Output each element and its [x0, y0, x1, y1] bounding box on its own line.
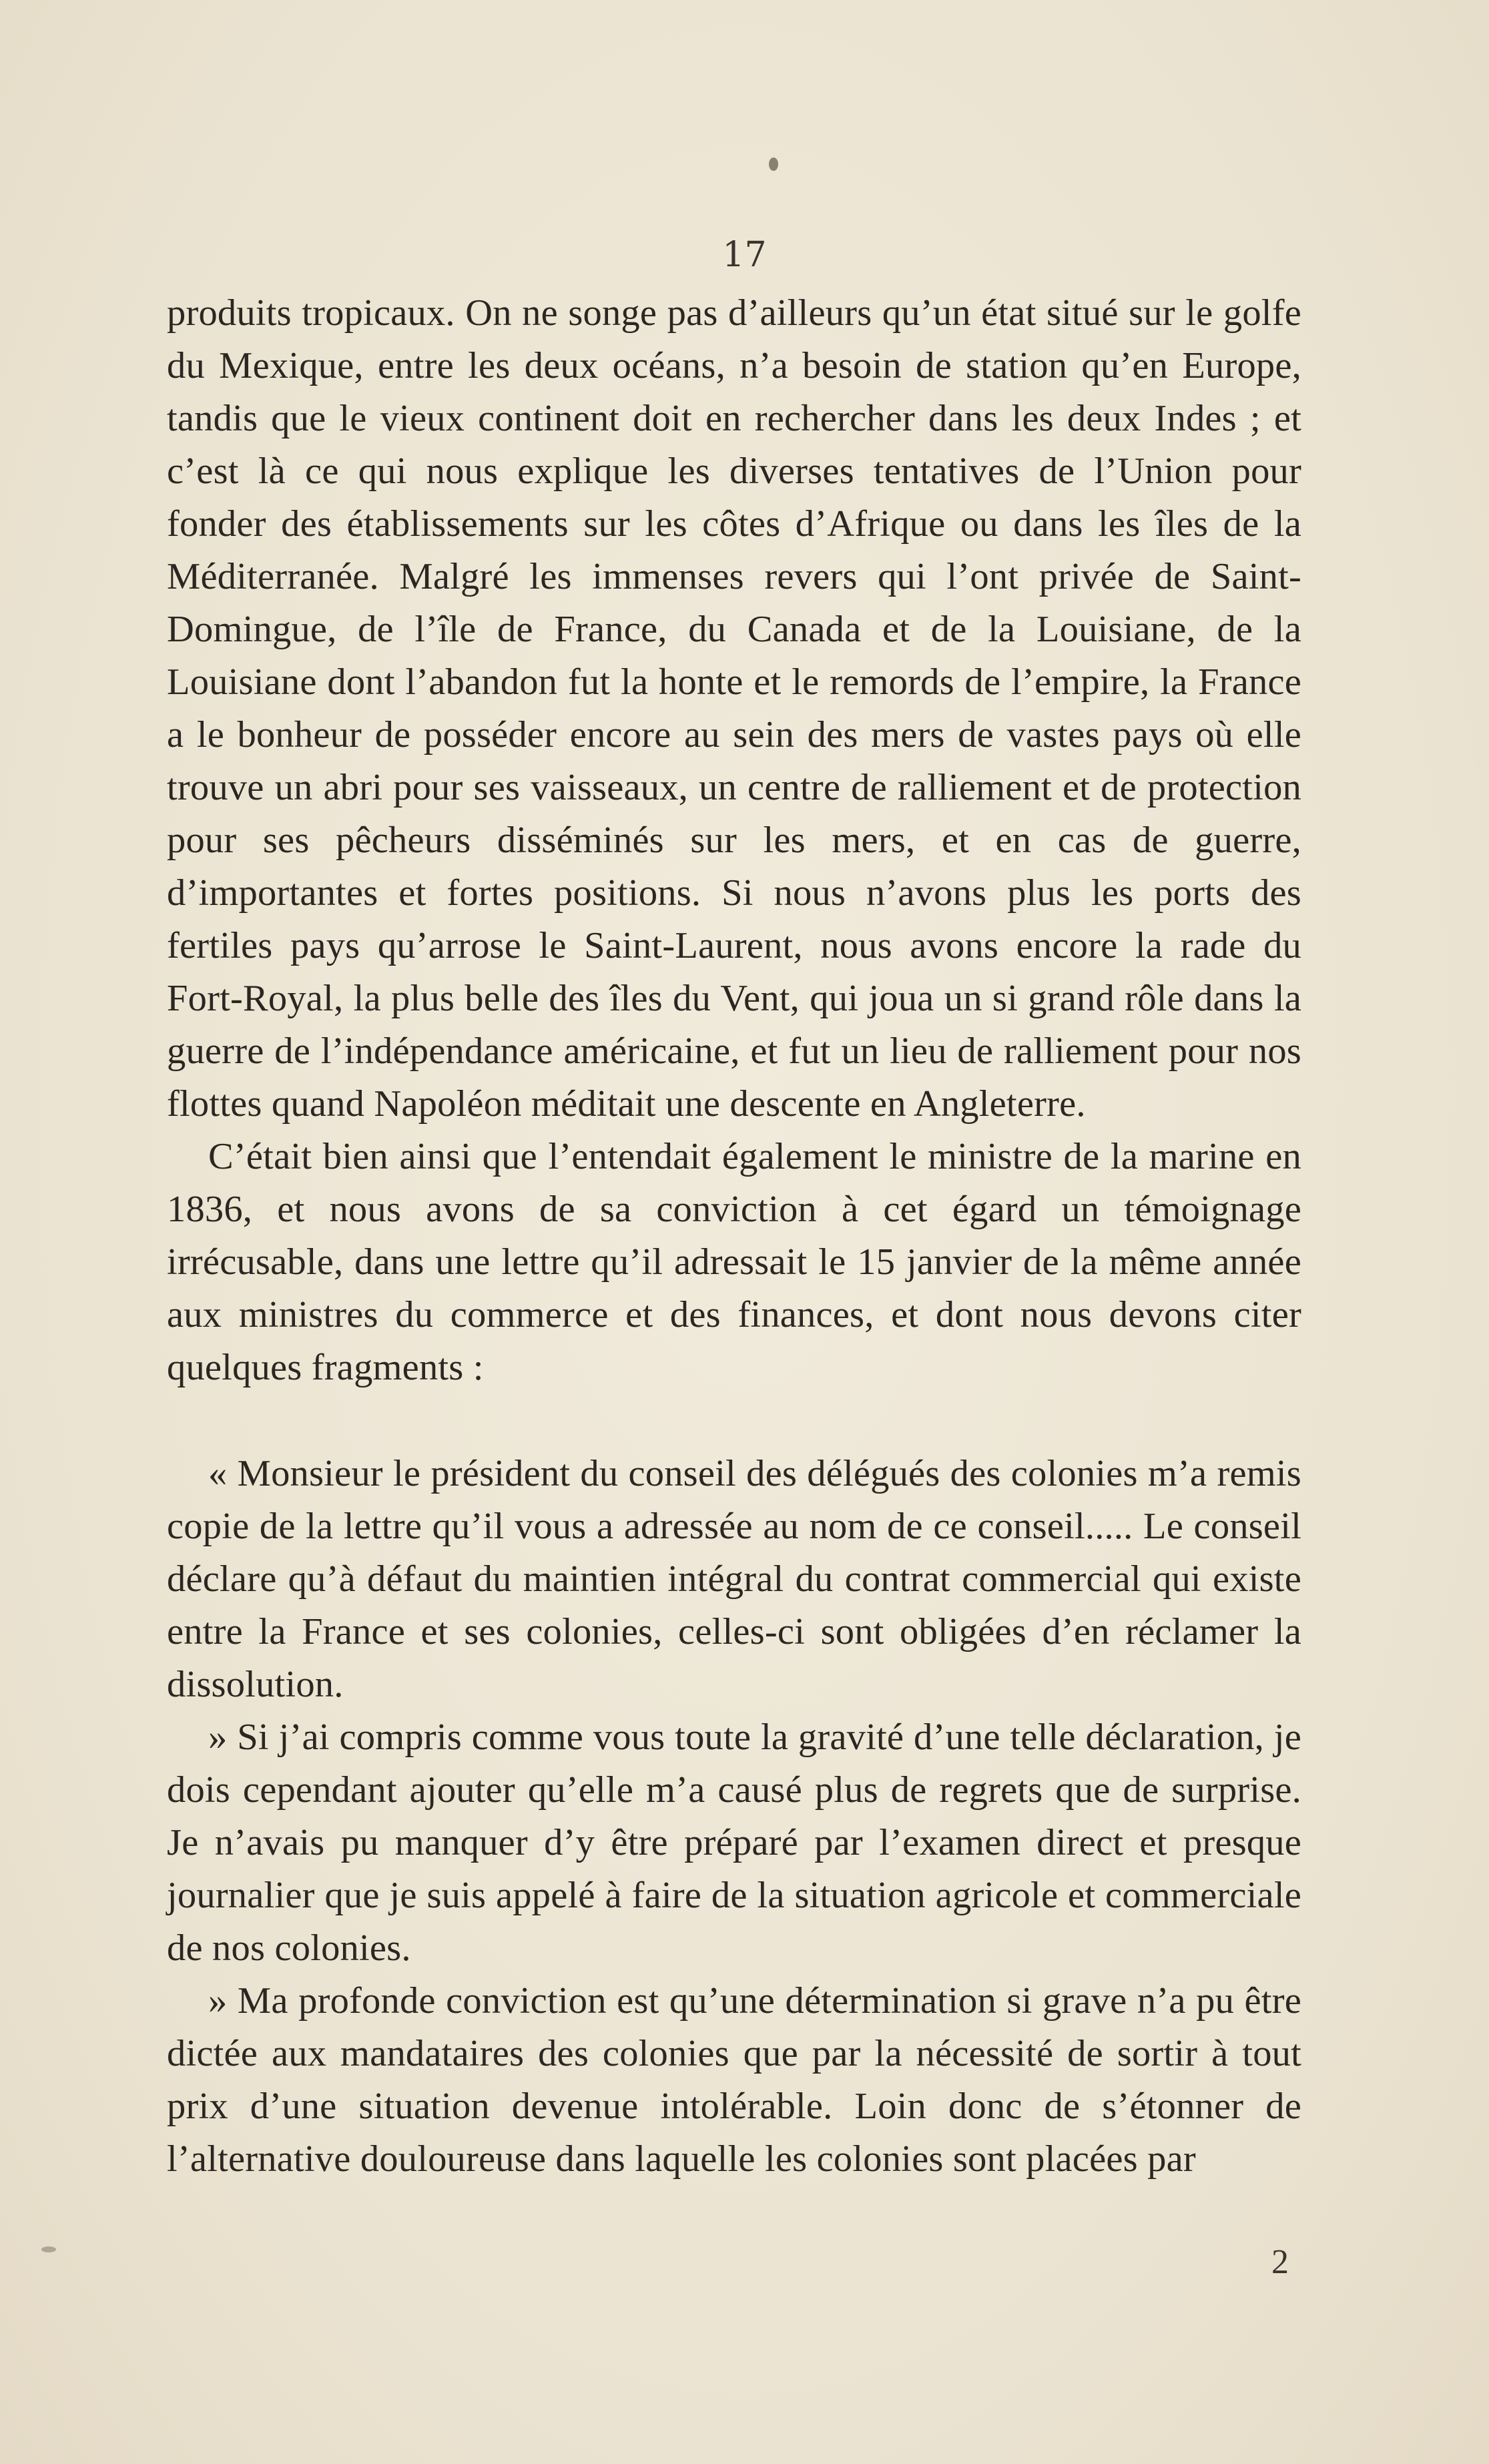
page-number: 17	[722, 235, 767, 275]
quote-paragraph-3: » Ma profonde conviction est qu’une détermination si grave n’a pu être dictée aux mandataires des colonies que par la nécessité de sortir à tout prix d’une situation devenue intolérable. Loin donc de s’étonner de l’alternative douloureuse dans laquelle les colonies sont placées par	[167, 1980, 1301, 2180]
paragraph-minister-letter: C’était bien ainsi que l’entendait également le ministre de la marine en 1836, et nous avons de sa conviction à cet égard un témoignage irrécusable, dans une lettre qu’il adressait le 15 janvier de la même année aux ministres du commerce et des finances, et dont nous devons citer quelques fragments :	[167, 1136, 1301, 1388]
quote-paragraph-2: » Si j’ai compris comme vous toute la gravité d’une telle déclaration, je dois cependant ajouter qu’elle m’a causé plus de regrets que de surprise. Je n’avais pu manquer d’y être préparé par l’examen direct et presque journalier que je suis appelé à faire de la situation agricole et commerciale de nos colonies.	[167, 1717, 1301, 1969]
ink-speck-top	[769, 158, 778, 171]
signature-mark: 2	[1271, 2243, 1289, 2281]
ink-speck-left-margin	[41, 2246, 56, 2252]
body-text	[167, 287, 1301, 2186]
spacer	[167, 1394, 1301, 1448]
paragraph-main: produits tropicaux. On ne songe pas d’ailleurs qu’un état situé sur le golfe du Mexique, entre les deux océans, n’a besoin de station qu’en Europe, tandis que le vieux continent doit en rechercher dans les deux Indes ; et c’est là ce qui nous explique les diverses tentatives de l’Union pour fonder des établissements sur les côtes d’Afrique ou dans les îles de la Méditerranée. Malgré les immenses revers qui l’ont privée de Saint-Domingue, de l’île de France, du Canada et de la Louisiane, de la Louisiane dont l’abandon fut la honte et le remords de l’empire, la France a le bonheur de posséder encore au sein des mers de vastes pays où elle trouve un abri pour ses vaisseaux, un centre de ralliement et de protection pour ses pêcheurs disséminés sur les mers, et en cas de guerre, d’importantes et fortes positions. Si nous n’avons plus les ports des fertiles pays qu’arrose le Saint-Laurent, nous avons encore la rade du Fort-Royal, la plus belle des îles du Vent, qui joua un si grand rôle dans la guerre de l’indépendance américaine, et fut un lieu de ralliement pour nos flottes quand Napoléon méditait une descente en Angleterre.	[167, 292, 1301, 1125]
quote-paragraph-1: « Monsieur le président du conseil des délégués des colonies m’a remis copie de la lettre qu’il vous a adressée au nom de ce conseil..... Le conseil déclare qu’à défaut du maintien intégral du contrat commercial qui existe entre la France et ses colonies, celles-ci sont obligées d’en réclamer la dissolution.	[167, 1453, 1301, 1705]
